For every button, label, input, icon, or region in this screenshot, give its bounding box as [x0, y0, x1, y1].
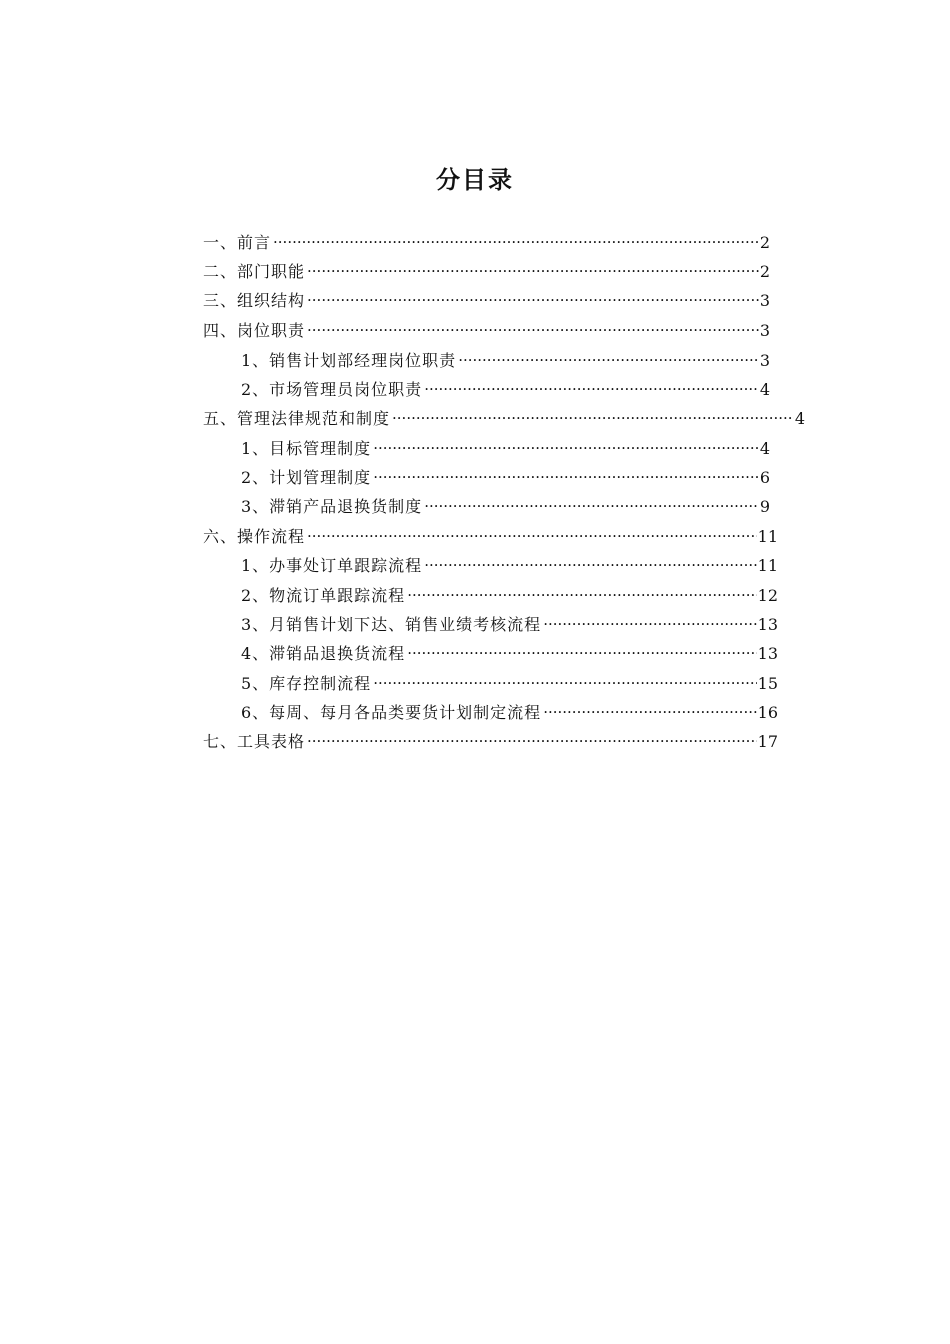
dot-leader — [273, 228, 759, 257]
dot-leader — [307, 316, 759, 345]
toc-entry-label: 1、目标管理制度 — [241, 439, 372, 458]
toc-entry-page: 11 — [757, 527, 778, 546]
toc-entry-page: 2 — [759, 233, 770, 252]
dot-leader — [407, 639, 756, 668]
toc-entry-preface[interactable] — [203, 228, 770, 257]
toc-entry-label: 4、滞销品退换货流程 — [241, 644, 406, 663]
toc-entry-page: 15 — [757, 674, 778, 693]
toc-entry-page: 4 — [794, 409, 805, 428]
toc-entry-label: 一、前言 — [203, 233, 272, 252]
toc-entry-label: 5、库存控制流程 — [241, 674, 372, 693]
toc-entry-page: 9 — [759, 497, 770, 516]
toc-entry-label: 五、管理法律规范和制度 — [203, 409, 391, 428]
dot-leader — [307, 257, 759, 286]
toc-entry-page: 2 — [759, 262, 770, 281]
dot-leader — [543, 698, 756, 727]
toc-entry-page: 11 — [757, 556, 778, 575]
toc-entry-page: 17 — [757, 732, 778, 751]
dot-leader — [543, 610, 756, 639]
toc-entry-page: 16 — [757, 703, 778, 722]
toc-entry-label: 3、月销售计划下达、销售业绩考核流程 — [241, 615, 542, 634]
dot-leader — [407, 581, 756, 610]
toc-entry-page: 4 — [759, 439, 770, 458]
toc-entry-label: 三、组织结构 — [203, 291, 306, 310]
toc-entry-unsold-return-process[interactable] — [241, 639, 778, 668]
toc-entry-label: 二、部门职能 — [203, 262, 306, 281]
toc-entry-tool-forms[interactable] — [203, 727, 778, 756]
toc-entry-operation-process[interactable] — [203, 522, 778, 551]
toc-entry-label: 六、操作流程 — [203, 527, 306, 546]
toc-entry-target-management[interactable] — [241, 434, 770, 463]
toc-entry-page: 13 — [757, 615, 778, 634]
toc-entry-unsold-return-policy[interactable] — [241, 492, 770, 521]
toc-entry-label: 3、滞销产品退换货制度 — [241, 497, 423, 516]
dot-leader — [373, 434, 759, 463]
toc-entry-page: 4 — [759, 380, 770, 399]
toc-entry-market-admin-duties[interactable] — [241, 375, 770, 404]
dot-leader — [458, 346, 759, 375]
toc-entry-label: 2、物流订单跟踪流程 — [241, 586, 406, 605]
toc-entry-purchase-plan[interactable] — [241, 698, 778, 727]
toc-entry-office-order-tracking[interactable] — [241, 551, 778, 580]
toc-entry-plan-management[interactable] — [241, 463, 770, 492]
toc-entry-logistics-order-tracking[interactable] — [241, 581, 778, 610]
dot-leader — [373, 669, 756, 698]
dot-leader — [307, 522, 757, 551]
dot-leader — [424, 375, 759, 404]
page-title: 分目录 — [436, 166, 514, 194]
toc-entry-label: 七、工具表格 — [203, 732, 306, 751]
dot-leader — [373, 463, 759, 492]
dot-leader — [424, 551, 756, 580]
toc-entry-monthly-sales-plan[interactable] — [241, 610, 778, 639]
toc-entry-management-rules[interactable] — [203, 404, 805, 433]
toc-entry-inventory-control[interactable] — [241, 669, 778, 698]
toc-entry-page: 3 — [759, 321, 770, 340]
toc-entry-label: 6、每周、每月各品类要货计划制定流程 — [241, 703, 542, 722]
toc-entry-job-duties[interactable] — [203, 316, 770, 345]
toc-entry-page: 3 — [759, 351, 770, 370]
dot-leader — [392, 404, 794, 433]
toc-entry-label: 1、办事处订单跟踪流程 — [241, 556, 423, 575]
toc-entry-page: 6 — [759, 468, 770, 487]
toc-entry-department-functions[interactable] — [203, 257, 770, 286]
toc-entry-sales-manager-duties[interactable] — [241, 346, 770, 375]
dot-leader — [424, 492, 759, 521]
toc-entry-label: 1、销售计划部经理岗位职责 — [241, 351, 457, 370]
toc-entry-org-structure[interactable] — [203, 286, 770, 315]
toc-entry-page: 13 — [757, 644, 778, 663]
toc-entry-label: 四、岗位职责 — [203, 321, 306, 340]
toc-entry-label: 2、计划管理制度 — [241, 468, 372, 487]
dot-leader — [307, 727, 757, 756]
dot-leader — [307, 286, 759, 315]
toc-entry-page: 3 — [759, 291, 770, 310]
table-of-contents — [0, 228, 950, 768]
toc-entry-page: 12 — [757, 586, 778, 605]
toc-entry-label: 2、市场管理员岗位职责 — [241, 380, 423, 399]
